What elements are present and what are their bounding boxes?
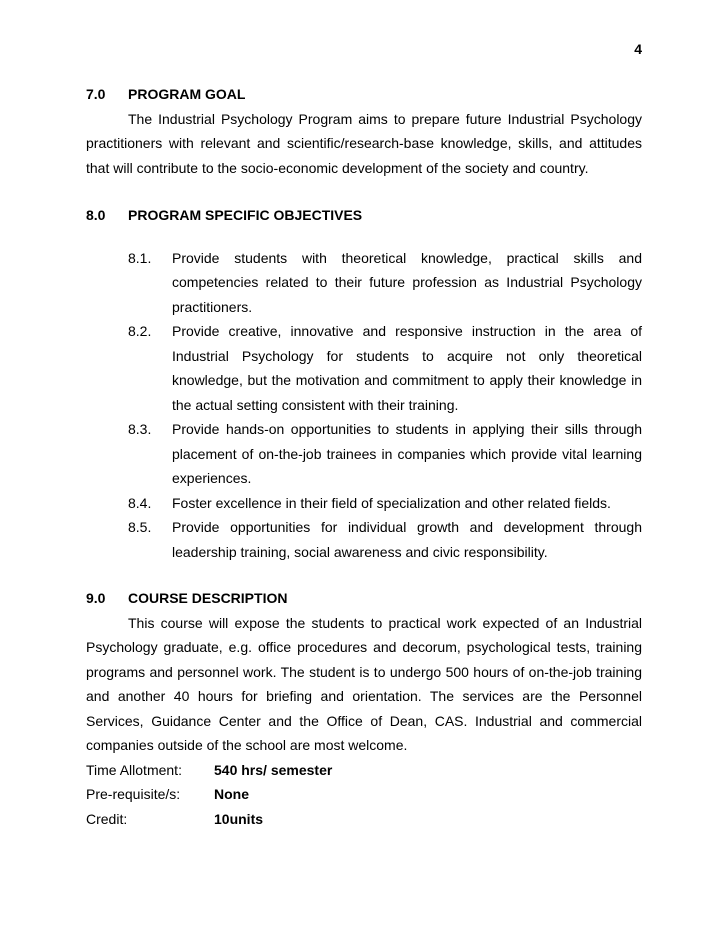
objective-number: 8.1. — [128, 249, 152, 266]
meta-label: Credit: — [86, 810, 128, 827]
credit-row — [86, 807, 642, 832]
objective-text: Foster excellence in their field of specialization and other related fields. — [172, 494, 611, 511]
objective-text: Provide students with theoretical knowledge, practical skills and competencies related to their future profession as Industrial Psychology practitioners. — [172, 249, 642, 315]
objective-number: 8.4. — [128, 494, 152, 511]
meta-value: 540 hrs/ semester — [214, 761, 333, 778]
section-program-objectives — [86, 203, 642, 564]
objective-item — [86, 515, 642, 564]
objective-text: Provide opportunities for individual growth and development through leadership training, social awareness and civic responsibility. — [172, 519, 642, 560]
section-heading — [86, 82, 642, 107]
goal-paragraph: The Industrial Psychology Program aims to prepare future Industrial Psychology practitioners with relevant and scientific/research-base knowledge, skills, and attitudes that will contribute to the socio-economic development of the society and country. — [86, 110, 642, 176]
page-number: 4 — [634, 41, 642, 57]
section-number: 8.0 — [86, 207, 106, 223]
section-number: 7.0 — [86, 86, 106, 102]
objective-number: 8.5. — [128, 519, 152, 535]
course-paragraph: This course will expose the students to practical work expected of an Industrial Psychology graduate, e.g. office procedures and decorum, psychological tests, training programs and personnel work. The student is to undergo 500 hours of on-the-job training and another 40 hours for briefing and orientation. The services are the Personnel Services, Guidance Center and the Office of Dean, CAS. Industrial and commercial companies outside of the school are most welcome. — [86, 614, 642, 753]
objective-item — [86, 319, 642, 417]
section-title: COURSE DESCRIPTION — [128, 590, 288, 606]
section-heading — [86, 586, 642, 611]
section-title: PROGRAM GOAL — [128, 86, 246, 102]
meta-value: 10units — [214, 810, 264, 827]
time-allotment-row — [86, 758, 642, 783]
objective-item — [86, 246, 642, 320]
section-program-goal — [86, 82, 642, 180]
document-body — [86, 82, 642, 831]
section-title: PROGRAM SPECIFIC OBJECTIVES — [128, 207, 363, 223]
objective-number: 8.3. — [128, 421, 152, 437]
objective-text: Provide creative, innovative and responsive instruction in the area of Industrial Psychology for students to acquire not only theoretical knowledge, but the motivation and commitment to apply their knowledge in the actual setting consistent with their training. — [172, 323, 642, 413]
objective-item — [86, 491, 642, 516]
objective-number: 8.2. — [128, 323, 152, 339]
meta-value: None — [214, 786, 249, 802]
meta-label: Pre-requisite/s: — [86, 786, 181, 802]
objectives-list — [86, 246, 642, 565]
meta-label: Time Allotment: — [86, 761, 182, 778]
objective-text: Provide hands-on opportunities to students in applying their sills through placement of on-the-job trainees in companies which provide vital learning experiences. — [172, 421, 642, 486]
objective-item — [86, 417, 642, 491]
section-heading — [86, 203, 642, 228]
prerequisite-row — [86, 782, 642, 807]
section-course-description — [86, 586, 642, 831]
section-number: 9.0 — [86, 590, 106, 606]
